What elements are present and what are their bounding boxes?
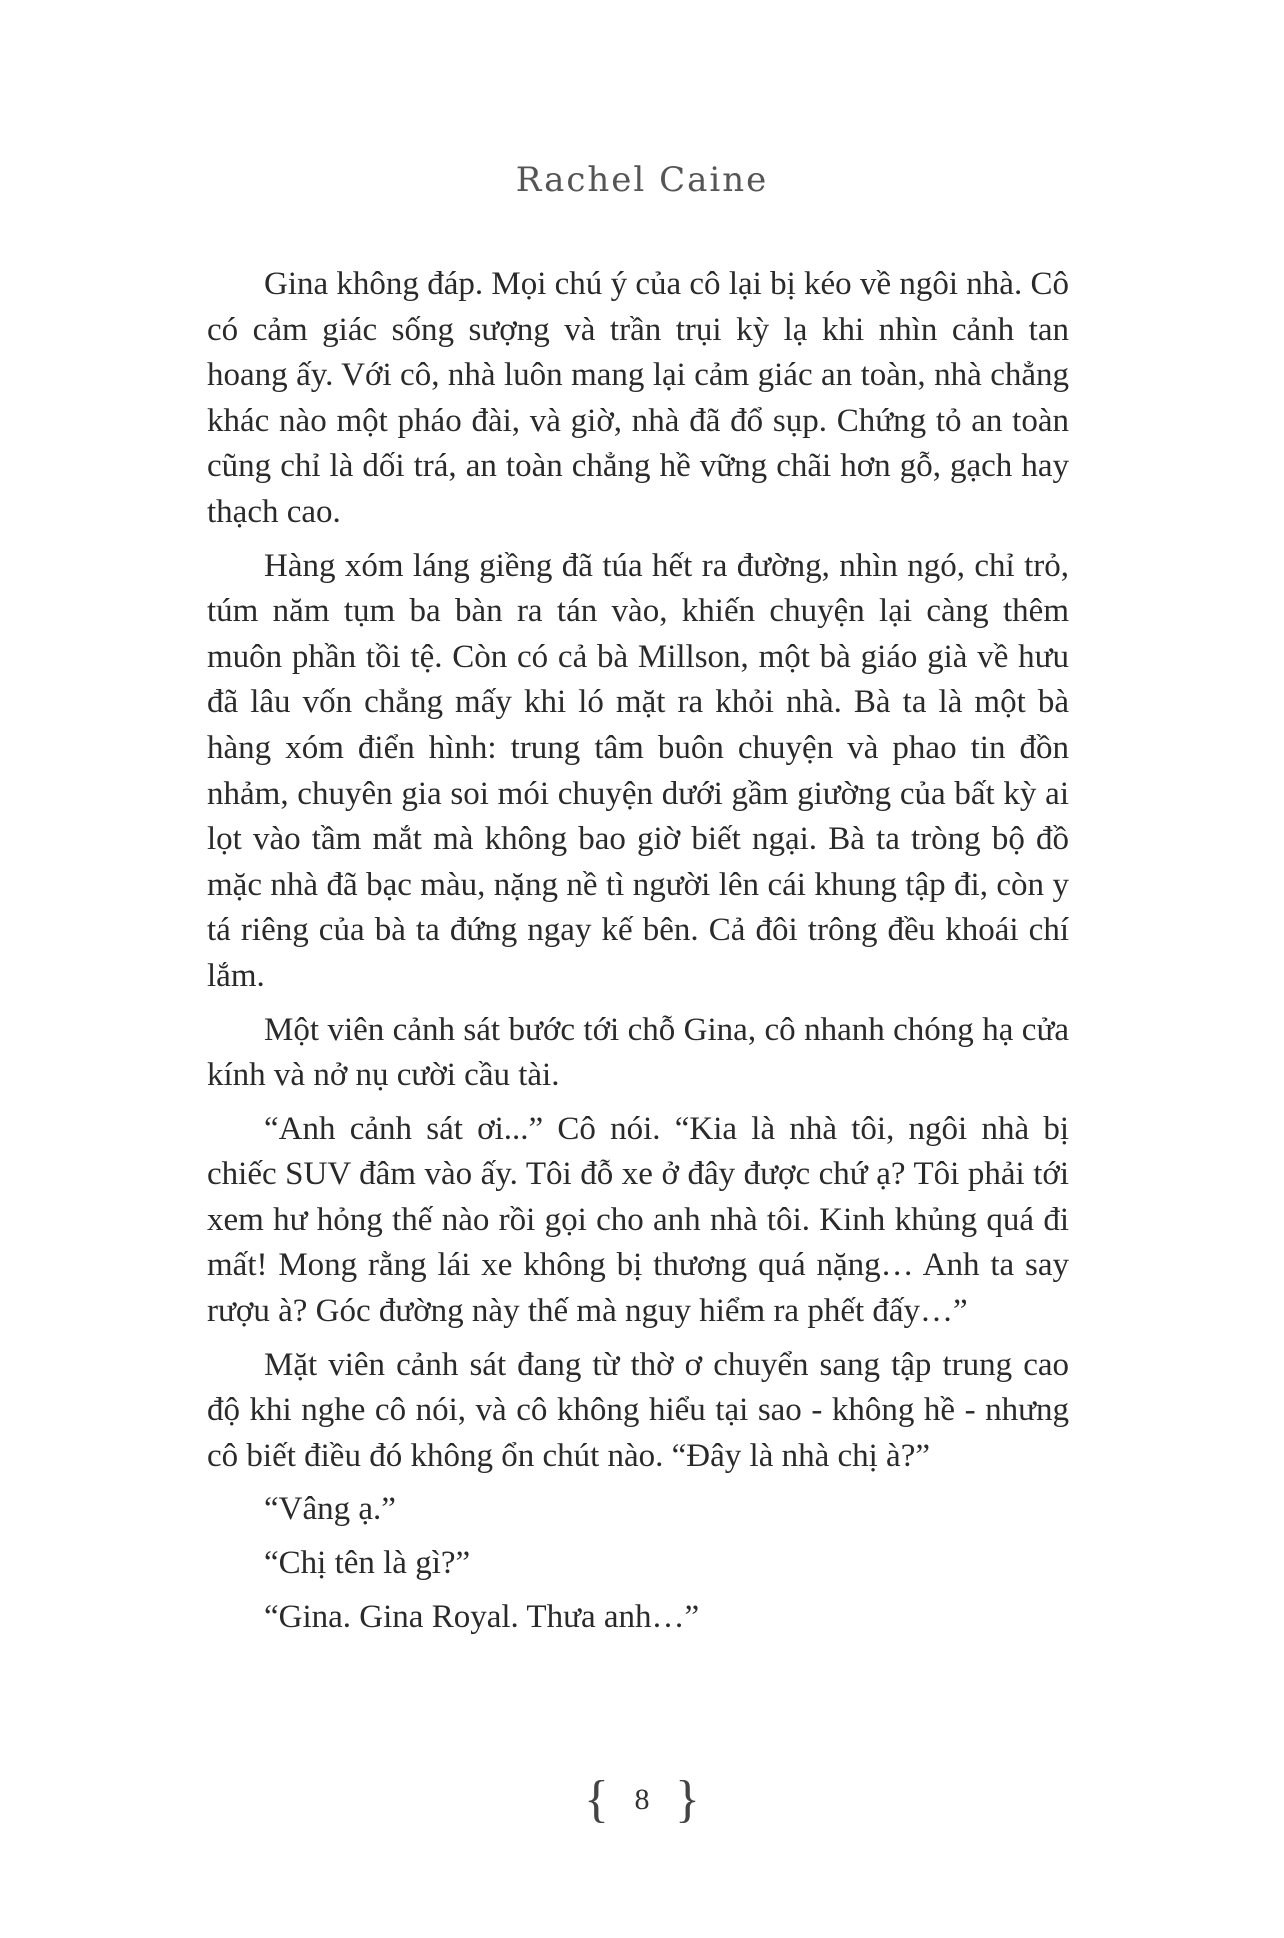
paragraph: Gina không đáp. Mọi chú ý của cô lại bị kéo về ngôi nhà. Cô có cảm giác sống sượng và trần trụi kỳ lạ khi nhìn cảnh tan hoang ấy. Với cô, nhà luôn mang lại cảm giác an toàn, nhà chẳng khác nào một pháo đài, và giờ, nhà đã đổ sụp. Chứng tỏ an toàn cũng chỉ là dối trá, an toàn chẳng hề vững chãi hơn gỗ, gạch hay thạch cao. [207,266,1069,530]
paragraph: “Gina. Gina Royal. Thưa anh…” [264,1598,700,1635]
paragraph: Mặt viên cảnh sát đang từ thờ ơ chuyển sang tập trung cao độ khi nghe cô nói, và cô không hiểu tại sao - không hề - nhưng cô biết điều đó không ổn chút nào. “Đây là nhà chị à?” [207,1346,1069,1474]
page-footer [0,1770,1284,1829]
paragraph: “Anh cảnh sát ơi...” Cô nói. “Kia là nhà tôi, ngôi nhà bị chiếc SUV đâm vào ấy. Tôi đỗ xe ở đây được chứ ạ? Tôi phải tới xem hư hỏng thế nào rồi gọi cho anh nhà tôi. Kinh khủng quá đi mất! Mong rằng lái xe không bị thương quá nặng… Anh ta say rượu à? Góc đường này thế mà nguy hiểm ra phết đấy…” [207,1110,1069,1330]
brace-close: } [675,1771,700,1828]
page-number: 8 [634,1782,650,1816]
running-header-author: Rachel Caine [515,160,769,200]
paragraph: Một viên cảnh sát bước tới chỗ Gina, cô nhanh chóng hạ cửa kính và nở nụ cười cầu tài. [207,1011,1069,1094]
paragraph: “Chị tên là gì?” [264,1545,471,1582]
paragraph: “Vâng ạ.” [264,1491,396,1528]
brace-open: { [584,1771,609,1828]
paragraph: Hàng xóm láng giềng đã túa hết ra đường, nhìn ngó, chỉ trỏ, túm năm tụm ba bàn ra tán vào, khiến chuyện lại càng thêm muôn phần tồi tệ. Còn có cả bà Millson, một bà giáo già về hưu đã lâu vốn chẳng mấy khi ló mặt ra khỏi nhà. Bà ta là một bà hàng xóm điển hình: trung tâm buôn chuyện và phao tin đồn nhảm, chuyên gia soi mói chuyện dưới gầm giường của bất kỳ ai lọt vào tầm mắt mà không bao giờ biết ngại. Bà ta tròng bộ đồ mặc nhà đã bạc màu, nặng nề tì người lên cái khung tập đi, còn y tá riêng của bà ta đứng ngay kế bên. Cả đôi trông đều khoái chí lắm. [207,547,1069,994]
page-body [207,262,1069,1648]
